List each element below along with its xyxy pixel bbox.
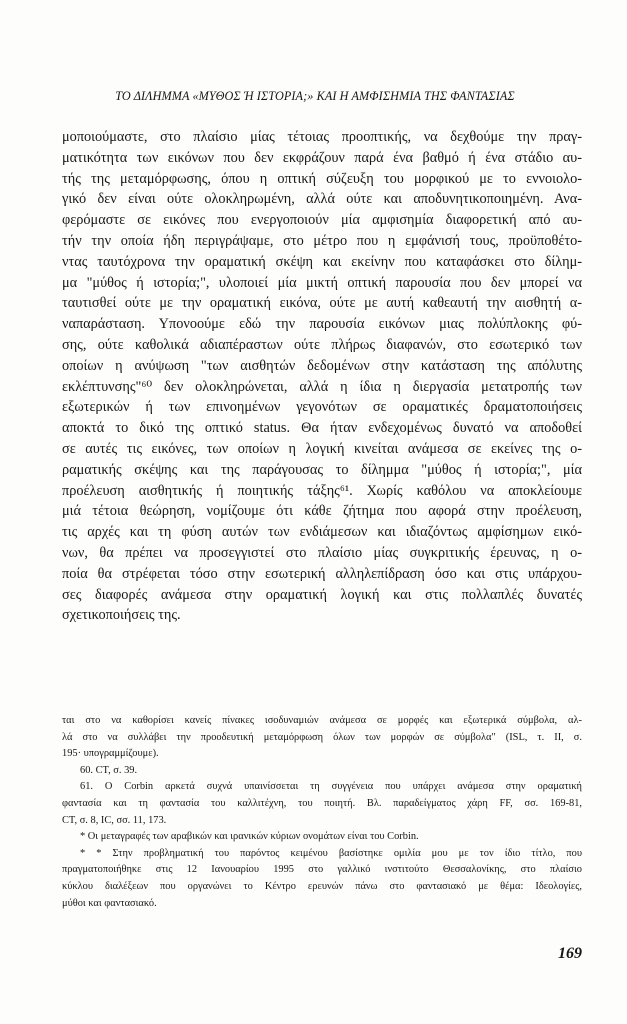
- body-line: σε αυτές τις εικόνες, των οποίων η λογική κινείται ανάμεσα σε εκείνες της ο-: [62, 440, 582, 457]
- body-line: προέλευση αισθητικής ή ποιητικής τάξης⁶¹. Χωρίς καθόλου να αποκλείουμε: [62, 482, 582, 499]
- footnote-61-line: φαντασία και τη φαντασία του καλλιτέχνη, του ποιητή. Βλ. παραδείγματος χάρη FF, σσ. 169-81,: [62, 797, 582, 809]
- footnote-double-star-line: μύθοι και φαντασιακό.: [62, 897, 157, 909]
- body-line: αποκτά το δικό της οπτικό status. Θα ήταν ενδεχομένως δυνατό να αποδοθεί: [62, 420, 582, 437]
- footnote-61-line: CT, σ. 8, IC, σσ. 11, 173.: [62, 814, 167, 826]
- footnote-double-star-line: πραγματοποιήθηκε στις 12 Ιανουαρίου 1995 στο γαλλικό ινστιτούτο Θεσσαλονίκης, στο πλαίσιο: [62, 864, 582, 876]
- footnote-double-star-line: * * Στην προβληματική του παρόντος κειμένου βασίστηκε ομιλία μου με τον ίδιο τίτλο, που: [80, 847, 582, 859]
- body-line: ματικότητα των εικόνων που δεν εκφράζουν παρά ένα βαθμό ή ένα στάδιο αυ-: [62, 149, 582, 166]
- body-line: ναπαράσταση. Υπονοούμε εδώ την παρουσία εικόνων μιας πολύπλοκης φύ-: [62, 316, 582, 333]
- footnote-star: * Οι μεταγραφές των αραβικών και ιρανικών κύριων ονομάτων είναι του Corbin.: [80, 831, 419, 843]
- body-line: τήν την οποία ήδη περιγράψαμε, στο μέτρο που η εμφάνισή τους, προϋποθέτο-: [62, 232, 582, 249]
- body-line: εξωτερικών ή των επινοημένων γεγονότων σε οραματικές δραματοποιήσεις: [62, 399, 582, 416]
- footnote-continuation-line: 195· υπογραμμίζουμε).: [62, 748, 159, 760]
- body-line: οποίων η ανύψωση "των αισθητών δεδομένων στην κατάσταση της απόλυτης: [62, 357, 582, 374]
- body-line: ποία θα στρέφεται τόσο στην εσωτερική αλληλεπίδραση όσο και στις υπάρχου-: [62, 565, 582, 582]
- body-line: τις αρχές και τη φύση αυτών των ενδιάμεσων και ιδιαζόντως αμφίσημων εικό-: [62, 524, 582, 541]
- body-line: μοποιούμαστε, στο πλαίσιο μίας τέτοιας προοπτικής, να δεχθούμε την πραγ-: [62, 129, 582, 145]
- footnote-60: 60. CT, σ. 39.: [80, 764, 138, 776]
- body-line: σχετικοποιήσεις της.: [62, 607, 181, 624]
- body-line: νων, θα πρέπει να προσεγγιστεί στο πλαίσιο μίας συγκριτικής έρευνας, η ο-: [62, 544, 582, 561]
- body-line: μα "μύθος ή ιστορία;", υλοποιεί μία μικτή οπτική παρουσία που δεν μπορεί να: [62, 274, 582, 291]
- running-head: ΤΟ ΔΙΛΗΜΜΑ «ΜΥΘΟΣ Ή ΙΣΤΟΡΙΑ;» ΚΑΙ Η ΑΜΦΙΣΗΜΙΑ ΤΗΣ ΦΑΝΤΑΣΙΑΣ: [115, 89, 515, 103]
- body-text: [62, 127, 582, 626]
- footnote-continuation-line: ται στο να καθορίσει κανείς πίνακες ισοδυναμιών ανάμεσα σε μορφές και εξωτερικά σύμβολα, αλ-: [62, 715, 582, 726]
- body-line: τής της μεταμόρφωσης, όπου η οπτική σύζευξη του μορφικού με το εννοιολο-: [62, 170, 582, 187]
- footnote-continuation-line: λά στο να συλλάβει την προοδευτική μεταμόρφωση όλων των μορφών σε σύμβολα" (ISL, τ. II, σ.: [62, 731, 582, 743]
- body-line: γικό δεν είναι ούτε ολοκληρωμένη, αλλά ούτε και αποδυνητικοποιημένη. Ανα-: [62, 191, 582, 208]
- body-line: ντας ταυτόχρονα την οραματική σκέψη και εκείνην που καταφάσκει στο δίλημ-: [62, 253, 582, 270]
- body-line: ραματικής σκέψης και της παράγουσας το δίλημμα "μύθος ή ιστορία;", μία: [62, 461, 582, 478]
- body-line: μιά τέτοια θεώρηση, νομίζουμε ότι κάθε ζήτημα που αφορά στην προέλευση,: [62, 503, 582, 520]
- body-line: σες διαφορές ανάμεσα στην οραματική λογική και στις πολλαπλές δυνατές: [62, 586, 582, 603]
- footnotes: [62, 713, 582, 912]
- footnote-61-line: 61. Ο Corbin αρκετά συχνά υπαινίσσεται τη συγγένεια που υπάρχει ανάμεσα στην οραματική: [80, 781, 582, 793]
- body-line: σης, ούτε καθολικά αδιαπέραστων ούτε πλήρως διαφανών, στο εσωτερικό των: [62, 336, 582, 353]
- body-line: εκλέπτυνσης"⁶⁰ δεν ολοκληρώνεται, αλλά η ίδια η διεργασία μετατροπής των: [62, 378, 582, 395]
- footnote-double-star-line: κύκλου διαλέξεων που οργανώνει το Κέντρο ερευνών πάνω στο φαντασιακό με θέμα: Ιδεολογίες,: [62, 880, 582, 892]
- body-line: φερόμαστε σε εικόνες που ενεργοποιούν μία αμφισημία διαφορετική από αυ-: [62, 212, 582, 229]
- page-number: 169: [558, 945, 582, 962]
- body-line: ταυτισθεί ούτε με την οραματική εικόνα, ούτε με αυτή καθεαυτή την αισθητή α-: [62, 295, 582, 312]
